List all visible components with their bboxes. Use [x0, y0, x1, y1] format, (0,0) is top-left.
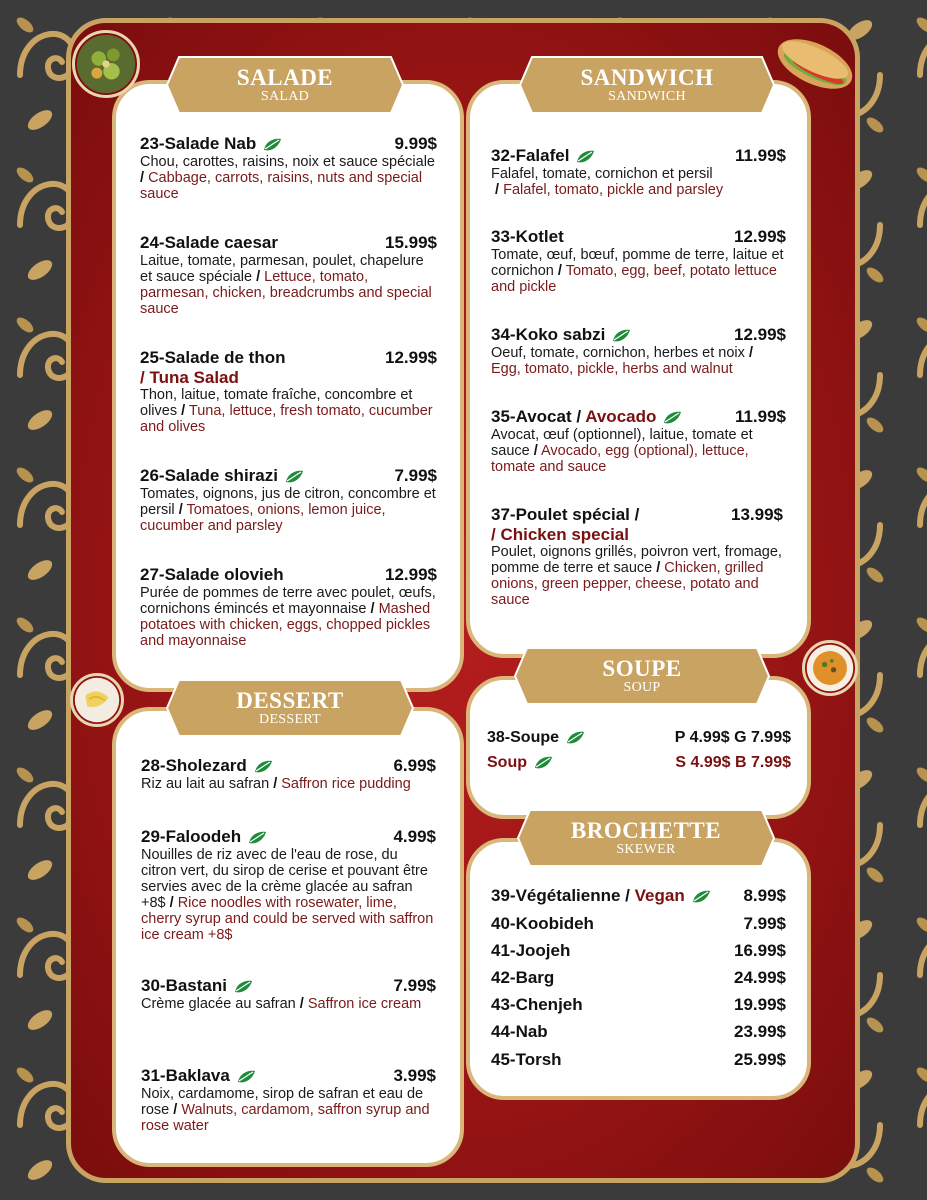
menu-item	[491, 227, 786, 295]
slash: /	[181, 403, 186, 419]
item-price: 7.99$	[393, 976, 436, 995]
item-price: 11.99$	[734, 407, 786, 426]
item-name: 31-Baklava	[141, 1066, 230, 1085]
item-desc-fr: Purée de pommes de terre avec poulet, œufs, cornichons émincés et mayonnaise	[140, 585, 436, 617]
soup-prices-fr: P 4.99$ G 7.99$	[674, 729, 791, 746]
vegetarian-leaf-icon	[565, 731, 585, 745]
brochette-title: BROCHETTE	[570, 818, 722, 843]
item-desc-en: Egg, tomato, pickle, herbs and walnut	[491, 361, 733, 377]
item-desc-fr: Thon, laitue, tomate fraîche, concombre et olives	[140, 387, 413, 419]
slash: /	[533, 443, 538, 459]
item-name: 25-Salade de thon	[140, 348, 286, 367]
item-desc-en: Walnuts, cardamom, saffron syrup and rose water	[141, 1102, 430, 1134]
item-desc-en: Cabbage, carrots, raisins, nuts and special sauce	[140, 170, 423, 202]
item-price: 3.99$	[393, 1066, 436, 1085]
item-price: 8.99$	[743, 886, 786, 905]
sandwich-title: SANDWICH	[580, 65, 714, 90]
item-desc-fr: Tomate, œuf, bœuf, pomme de terre, laitue et cornichon	[491, 247, 784, 279]
brochette-banner	[516, 806, 776, 870]
item-desc-fr: Oeuf, tomate, cornichon, herbes et noix	[491, 345, 745, 361]
vegetarian-leaf-icon	[284, 470, 304, 484]
item-name-en: Chicken special	[500, 525, 629, 544]
item-price: 6.99$	[393, 756, 436, 775]
item-name: 44-Nab	[491, 1022, 548, 1041]
item-desc-fr: Tomates, oignons, jus de citron, concombre et persil	[140, 486, 436, 518]
dessert-banner	[165, 676, 415, 740]
item-price: 12.99$	[385, 565, 437, 584]
item-name: 37-Poulet spécial /	[491, 505, 640, 524]
menu-item	[141, 1066, 436, 1134]
item-price: 7.99$	[743, 914, 786, 933]
vegetarian-leaf-icon	[662, 411, 682, 425]
soup-name-fr: 38-Soupe	[487, 729, 560, 746]
item-price: 15.99$	[385, 233, 437, 252]
dessert-dish-image	[70, 673, 124, 727]
soup-row-fr	[487, 729, 791, 751]
menu-item	[140, 233, 437, 317]
item-desc-fr: Nouilles de riz avec de l'eau de rose, du citron vert, du sirop de cerise et pouvant être servies avec de la crème glacée au safran +8$	[141, 847, 428, 911]
salade-title: SALADE	[236, 65, 334, 90]
item-desc-en: Chicken, grilled onions, green pepper, cheese, potato and sauce	[491, 560, 764, 608]
item-name: 28-Sholezard	[141, 756, 247, 775]
item-desc-en: Tomato, egg, beef, potato lettuce and pickle	[491, 263, 777, 295]
sandwich-image	[772, 26, 858, 98]
salade-banner	[165, 53, 405, 117]
menu-item	[491, 1050, 786, 1072]
item-name: 29-Faloodeh	[141, 827, 242, 846]
dessert-title: DESSERT	[236, 688, 344, 713]
menu-item	[141, 976, 436, 1012]
soupe-title: SOUPE	[602, 656, 682, 681]
menu-item	[491, 1022, 786, 1044]
vegetarian-leaf-icon	[575, 150, 595, 164]
item-desc-en: Falafel, tomato, pickle and parsley	[503, 182, 724, 198]
item-name: 35-Avocat	[491, 407, 572, 426]
vegetarian-leaf-icon	[691, 890, 711, 904]
item-price: 13.99$	[731, 505, 783, 524]
slash: /	[140, 368, 145, 387]
slash: /	[370, 601, 375, 617]
item-desc-en: Tomatoes, onions, lemon juice, cucumber and parsley	[140, 502, 386, 534]
menu-item	[491, 968, 786, 990]
vegetarian-leaf-icon	[247, 831, 267, 845]
brochette-subtitle: SKEWER	[616, 842, 676, 857]
slash: /	[299, 996, 304, 1012]
item-desc-fr: Falafel, tomate, cornichon et persil	[491, 166, 713, 182]
item-desc-en: Mashed potatoes with chicken, eggs, chopped pickles and mayonnaise	[140, 601, 431, 649]
soup-dish-image	[802, 640, 858, 696]
item-name: 30-Bastani	[141, 976, 227, 995]
dessert-subtitle: DESSERT	[259, 712, 321, 727]
menu-item	[491, 941, 786, 963]
slash: /	[656, 560, 661, 576]
item-price: 24.99$	[734, 968, 786, 987]
item-name: 45-Torsh	[491, 1050, 562, 1069]
soupe-banner	[513, 644, 771, 708]
menu-item	[141, 827, 436, 943]
slash: /	[495, 182, 500, 198]
slash: /	[491, 525, 496, 544]
item-desc-fr: Laitue, tomate, parmesan, poulet, chapelure et sauce spéciale	[140, 253, 424, 285]
item-price: 16.99$	[734, 941, 786, 960]
soupe-subtitle: SOUP	[623, 680, 661, 695]
item-name: 33-Kotlet	[491, 227, 564, 246]
sandwich-subtitle: SANDWICH	[608, 89, 686, 104]
item-name: 43-Chenjeh	[491, 995, 583, 1014]
item-desc-en: Saffron ice cream	[307, 996, 422, 1012]
salade-subtitle: SALAD	[260, 89, 310, 104]
slash: /	[173, 1102, 178, 1118]
menu-item	[491, 325, 786, 377]
vegetarian-leaf-icon	[262, 138, 282, 152]
soup-prices-en: S 4.99$ B 7.99$	[675, 754, 791, 771]
menu-item	[491, 146, 786, 198]
menu-item	[141, 756, 436, 792]
menu-item	[140, 466, 437, 534]
slash: /	[169, 895, 174, 911]
item-price: 7.99$	[394, 466, 437, 485]
item-desc-fr: Avocat, œuf (optionnel), laitue, tomate et sauce	[491, 427, 753, 459]
menu-item	[491, 886, 786, 908]
slash: /	[557, 263, 562, 279]
item-name: 26-Salade shirazi	[140, 466, 278, 485]
item-price: 9.99$	[394, 134, 437, 153]
item-name: 24-Salade caesar	[140, 233, 278, 252]
item-name: 39-Végétalienne /	[491, 886, 630, 905]
item-name-en: Avocado	[585, 407, 657, 426]
item-name: 32-Falafel	[491, 146, 570, 165]
item-desc-en: Saffron rice pudding	[281, 776, 411, 792]
menu-item	[491, 407, 786, 475]
item-desc-en: Rice noodles with rosewater, lime, cherry syrup and could be served with saffron ice cream +8$	[141, 895, 434, 943]
menu-item	[491, 995, 786, 1017]
item-price: 25.99$	[734, 1050, 786, 1069]
item-name-en: Vegan	[634, 886, 685, 905]
item-desc-fr: Poulet, oignons grillés, poivron vert, fromage, pomme de terre et sauce	[491, 544, 782, 576]
sandwich-banner	[518, 53, 776, 117]
item-desc-fr: Chou, carottes, raisins, noix et sauce spéciale	[140, 154, 435, 170]
menu-item	[140, 134, 437, 202]
soup-name-en: Soup	[487, 754, 527, 771]
vegetarian-leaf-icon	[533, 756, 553, 770]
item-desc-en: Tuna, lettuce, fresh tomato, cucumber and olives	[140, 403, 433, 435]
item-price: 12.99$	[734, 325, 786, 344]
menu-item	[491, 505, 783, 608]
slash: /	[273, 776, 278, 792]
slash: /	[256, 269, 261, 285]
item-price: 11.99$	[734, 146, 786, 165]
menu-item	[491, 914, 786, 936]
item-price: 12.99$	[385, 348, 437, 367]
item-price: 4.99$	[393, 827, 436, 846]
slash: /	[576, 407, 582, 426]
vegetarian-leaf-icon	[236, 1070, 256, 1084]
slash: /	[748, 345, 753, 361]
item-desc-en: Lettuce, tomato, parmesan, chicken, breadcrumbs and special sauce	[140, 269, 432, 317]
item-name: 34-Koko sabzi	[491, 325, 606, 344]
item-price: 19.99$	[734, 995, 786, 1014]
item-desc-fr: Crème glacée au safran	[141, 996, 296, 1012]
item-desc-fr: Noix, cardamome, sirop de safran et eau de rose	[141, 1086, 424, 1118]
item-name: 27-Salade olovieh	[140, 565, 284, 584]
item-desc-en: Avocado, egg (optional), lettuce, tomate and sauce	[491, 443, 749, 475]
slash: /	[178, 502, 183, 518]
soup-row-en	[487, 754, 791, 776]
item-price: 23.99$	[734, 1022, 786, 1041]
item-name: 41-Joojeh	[491, 941, 571, 960]
item-desc-fr: Riz au lait au safran	[141, 776, 270, 792]
vegetarian-leaf-icon	[611, 329, 631, 343]
vegetarian-leaf-icon	[233, 980, 253, 994]
item-name: 40-Koobideh	[491, 914, 594, 933]
item-price: 12.99$	[734, 227, 786, 246]
menu-item	[140, 348, 437, 435]
salad-dish-image	[72, 30, 140, 98]
item-name: 23-Salade Nab	[140, 134, 257, 153]
item-name-en: Tuna Salad	[149, 368, 239, 387]
item-name: 42-Barg	[491, 968, 555, 987]
menu-item	[140, 565, 437, 649]
vegetarian-leaf-icon	[253, 760, 273, 774]
slash: /	[140, 170, 145, 186]
